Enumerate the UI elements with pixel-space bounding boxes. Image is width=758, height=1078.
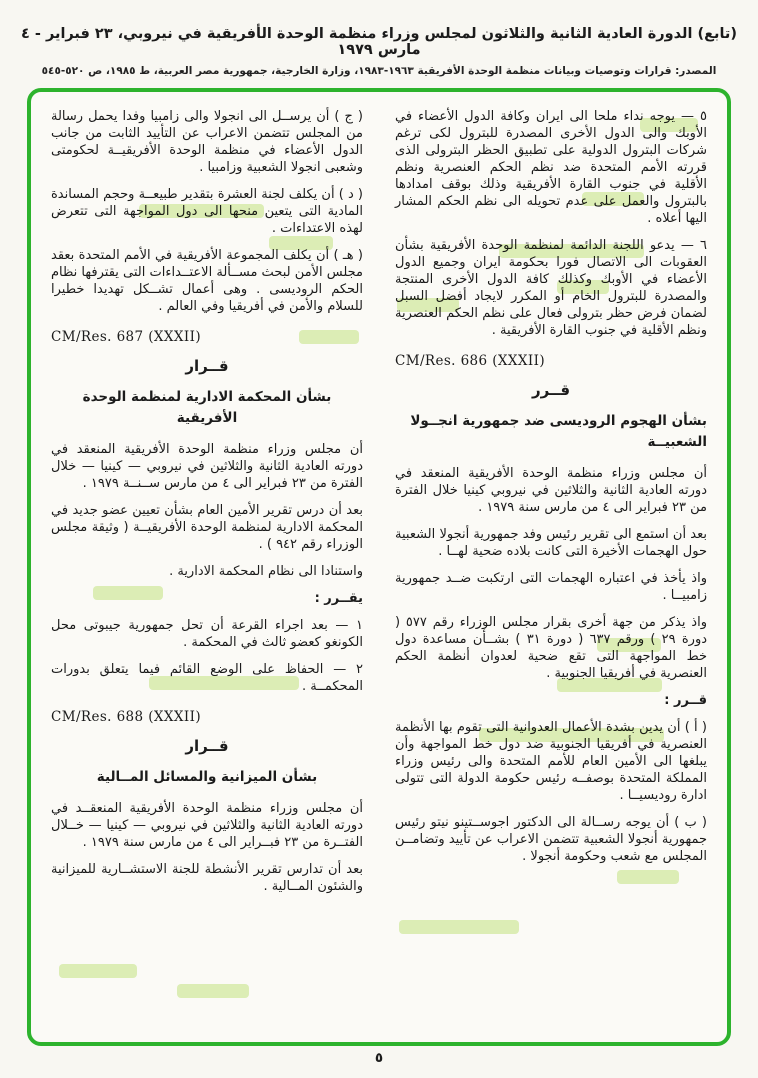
- right-column: [395, 108, 707, 1026]
- page-number: ٥: [374, 1050, 384, 1066]
- left-column: [51, 108, 363, 1026]
- content-border-box: [27, 88, 731, 1046]
- decide-label: قــرر :: [664, 693, 707, 708]
- paragraph: بعد أن استمع الى تقرير رئيس وفد جمهورية أنجولا الشعبية حول الهجمات الأخيرة التى كانت بلاده ضحية لهــا .: [395, 527, 707, 559]
- paragraph: أن مجلس وزراء منظمة الوحدة الأفريقية المنعقد في دورته العادية الثانية والثلاثين في نيروبي كينيا خلال الفترة من ٢٣ فبراير الى ٤ من مارس سنة ١٩٧٩ .: [395, 466, 707, 515]
- paragraph: ( ج ) أن يرســل الى انجولا والى زامبيا وفدا يحمل رسالة من المجلس تتضمن الاعراب عن التأييد الثابت من جانب الدول الأعضاء في منظمة الوحدة الأفريقيــة لحكومتى وشعبى انجولا الشعبية وزامبيا .: [51, 109, 363, 175]
- resolution-subject: بشأن المحكمة الادارية لمنظمة الوحدة الأفريقية: [82, 389, 332, 426]
- paragraph: ( أ ) أن يدين بشدة الأعمال العدوانية التى تقوم بها الأنظمة العنصرية في أفريقيا الجنوبية ضد دول خط المواجهة وأن يبلغها الى الأمين العام للأمم المتحدة والى رئيس وزراء المملكة المتحدة بوصفــه رئيس حكومة الدولة التى تتولى ادارة روديسيــا .: [395, 720, 707, 803]
- resolution-subject: بشأن الهجوم الروديسى ضد جمهورية انجــولا الشعبيــة: [410, 413, 707, 450]
- resolution-subject: بشأن الميزانية والمسائل المــالية: [96, 769, 318, 785]
- resolution-id: CM/Res. 688 (XXXII): [51, 709, 202, 725]
- resolution-title: قــرر: [531, 381, 571, 399]
- paragraph: ٢ — الحفاظ على الوضع القائم فيما يتعلق بدورات المحكمــة .: [51, 662, 363, 694]
- resolution-id: CM/Res. 687 (XXXII): [51, 329, 202, 345]
- paragraph: أن مجلس وزراء منظمة الوحدة الأفريقية المنعقد في دورته العادية الثانية والثلاثين في نيروبي — كينيا — خلال الفترة من ٢٣ فبراير الى ٤ من مارس ســنــة ١٩٧٩ .: [51, 442, 363, 491]
- paragraph: واذ يذكر من جهة أخرى بقرار مجلس الوزراء رقم ٥٧٧ ( دورة ٢٩ ) ورقم ٦٣٧ ( دورة ٣١ ) بشــأن مساعدة دول خط المواجهة التى تقع ضحية لعدوان أنظمة الحكم العنصرية في أفريقيا الجنوبية .: [395, 615, 708, 681]
- paragraph: ٦ — يدعو اللجنة الدائمة لمنظمة الوحدة الأفريقية بشأن العقوبات الى الاتصال فورا بحكومة ايران وجميع الدول الأعضاء في الأوبك وكذلك كافة الدول الأخرى المنتجة والمصدرة للبترول الخام أو المكرر لايجاد أفضل السبل لضمان فرض حظر بترولى فعال على نظم الحكم العنصرية ونظم الأقلية في جنوب القارة الأفريقية .: [395, 238, 707, 338]
- paragraph: ( د ) أن يكلف لجنة العشرة بتقدير طبيعــة وحجم المساندة المادية التى يتعين منحها الى دول المواجهة التى تتعرض لهذه الاعتداءات .: [51, 187, 363, 236]
- paragraph: ١ — بعد اجراء القرعة أن تحل جمهورية جيبوتى محل الكونغو كعضو ثالث في المحكمة .: [51, 618, 363, 650]
- paragraph: بعد أن درس تقرير الأمين العام بشأن تعيين عضو جديد في المحكمة الادارية لمنظمة الوحدة الأفريقيــة ( وثيقة مجلس الوزراء رقم ٩٤٢ ) .: [51, 503, 363, 552]
- resolution-title: قــرار: [185, 357, 229, 375]
- paragraph: ( ب ) أن يوجه رســالة الى الدكتور اجوســتينو نيتو رئيس جمهورية أنجولا الشعبية تتضمن الاعراب عن تأييد وتضامــن المجلس مع شعب وحكومة أنجولا .: [395, 815, 707, 864]
- header-source-line: المصدر: قرارات وتوصيات وبيانات منظمة الوحدة الأفريقية ١٩٦٣-١٩٨٣، وزارة الخارجية، جمهورية مصر العربية، ط ١٩٨٥، ص ٥٢٠-٥٤٥: [41, 65, 717, 77]
- resolution-title: قــرار: [185, 737, 229, 755]
- paragraph: واستنادا الى نظام المحكمة الادارية .: [169, 564, 363, 579]
- paragraph: أن مجلس وزراء منظمة الوحدة الأفريقية المنعقــد في دورته العادية الثانية والثلاثين في نيروبي — كينيا — خــلال الفتــرة من ٢٣ فبــراير الى ٤ من مارس سنة ١٩٧٩ .: [51, 801, 363, 850]
- paragraph: ٥ — يوجه نداء ملحا الى ايران وكافة الدول الأعضاء في الأوبك والى الدول الأخرى المصدرة للبترول لكى ترغم شركات البترول الدولية على تطبيق الحظر البترولى الذى قررته الأمم المتحدة ضد نظم الحكم العنصرية ونظم الأقلية في جنوب القارة الأفريقية وذلك بوقف امدادها بالبترول والعمل على عدم تحويله الى نظم الحكم المشار اليها أعلاه .: [395, 109, 707, 226]
- resolution-id: CM/Res. 686 (XXXII): [395, 353, 546, 369]
- paragraph: بعد أن تدارس تقرير الأنشطة للجنة الاستشــارية للميزانية والشئون المــالية .: [51, 862, 363, 894]
- two-column-layout: [51, 108, 707, 1026]
- paragraph: ( هـ ) أن يكلف المجموعة الأفريقية في الأمم المتحدة بعقد مجلس الأمن لبحث مســألة الاعتــداءات التى يقترفها نظام الحكم الروديسى . وهى أعمال تشــكل تهديدا خطيرا للسلام والأمن في أفريقيا وفي العالم .: [51, 248, 363, 314]
- header-title: (تابع) الدورة العادية الثانية والثلاثون لمجلس وزراء منظمة الوحدة الأفريقية في نيروبي، ٢٣ فبراير - ٤ مارس ١٩٧٩: [21, 26, 737, 58]
- paragraph: واذ يأخذ في اعتباره الهجمات التى ارتكبت ضــد جمهورية زامبيــا .: [395, 571, 707, 603]
- page-header: [0, 0, 758, 77]
- decide-label: يقــرر :: [314, 591, 363, 606]
